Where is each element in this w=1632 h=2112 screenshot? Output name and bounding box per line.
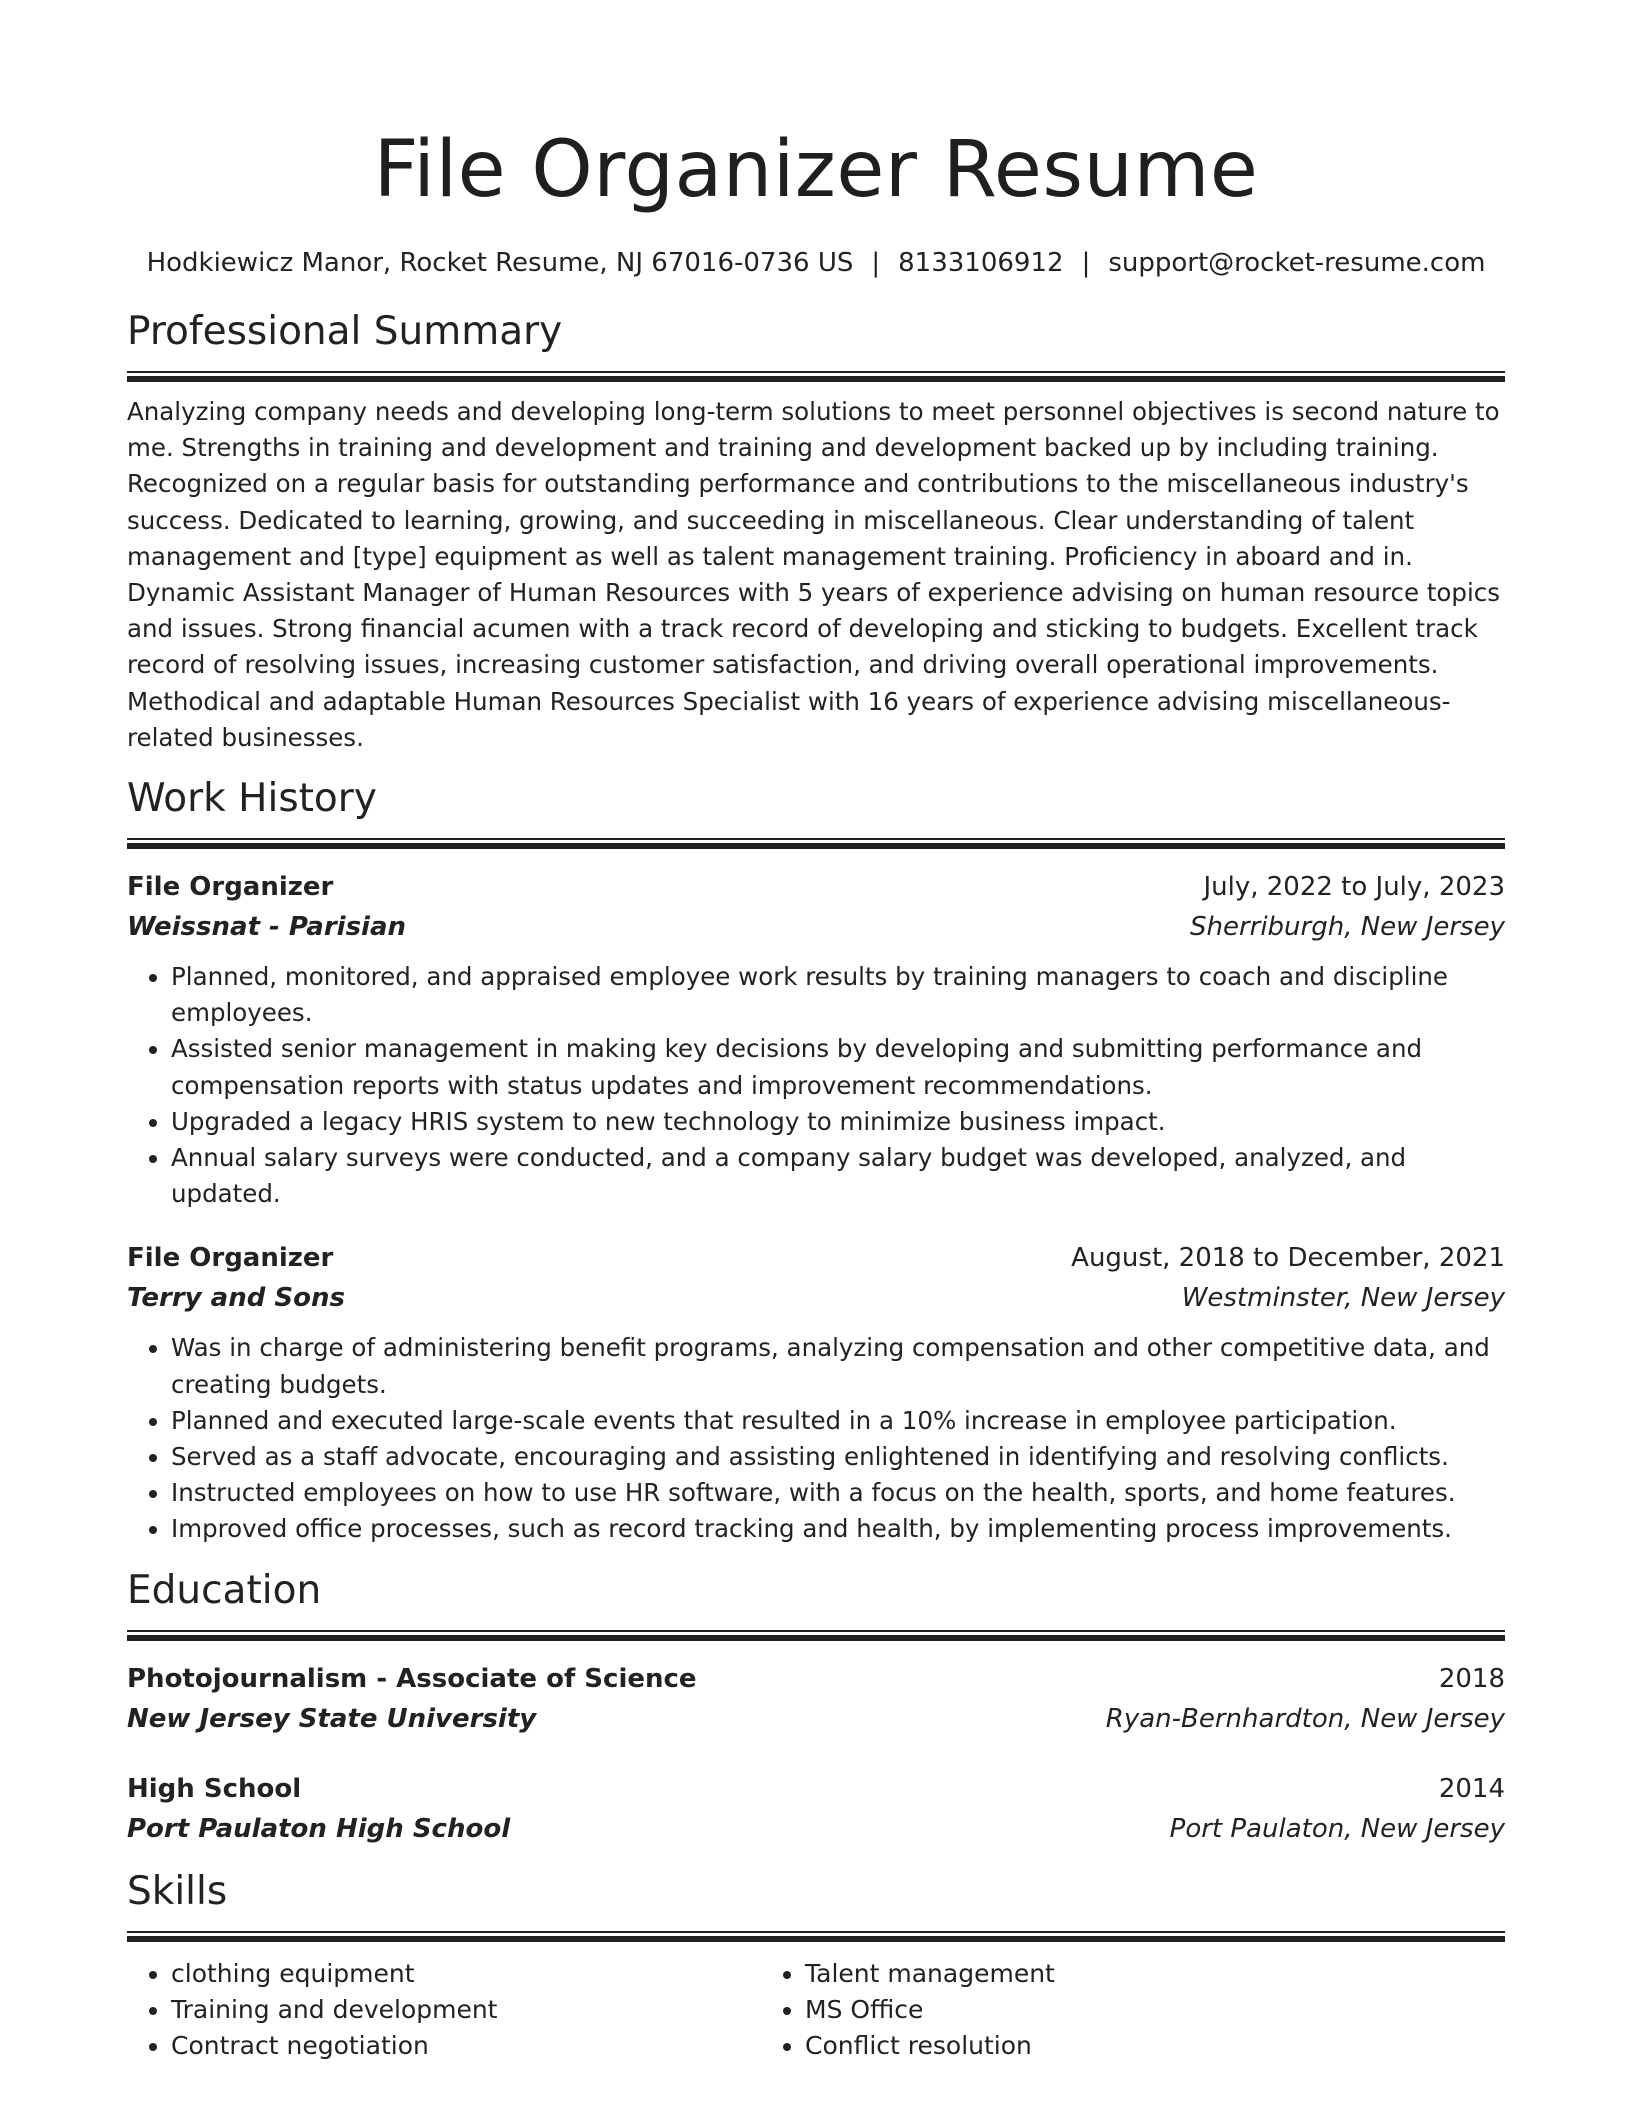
job-header-row [127, 1238, 1505, 1278]
list-item: • Planned, monitored, and appraised employee work results by training managers to coach and discipline employees. [171, 959, 1505, 1031]
job-bullets [127, 959, 1505, 1212]
section-divider [127, 1931, 1505, 1942]
education-location: Ryan-Bernhardton, New Jersey [1105, 1703, 1505, 1734]
skill-item: • MS Office [805, 1992, 1395, 2028]
contact-address: Hodkiewicz Manor, Rocket Resume, NJ 67016-0736 US [146, 248, 854, 278]
list-item: • Assisted senior management in making key decisions by developing and submitting performance and compensation reports with status updates and improvement recommendations. [171, 1031, 1505, 1103]
education-school-row [127, 1809, 1505, 1849]
job-location: Sherriburgh, New Jersey [1189, 912, 1505, 943]
job-entry [127, 1238, 1505, 1547]
job-company: Weissnat - Parisian [127, 912, 407, 943]
education-location: Port Paulaton, New Jersey [1169, 1813, 1505, 1844]
summary-section [127, 307, 1505, 756]
education-school: New Jersey State University [127, 1703, 537, 1734]
list-item: • Planned and executed large-scale events that resulted in a 10% increase in employee participation. [171, 1403, 1505, 1439]
list-item: • Instructed employees on how to use HR software, with a focus on the health, sports, and home features. [171, 1475, 1505, 1511]
education-section [127, 1566, 1505, 1849]
contact-separator: | [1081, 248, 1091, 278]
education-year: 2014 [1438, 1773, 1505, 1804]
skill-item: • Training and development [171, 1992, 761, 2028]
contact-separator: | [871, 248, 881, 278]
skill-item: • Talent management [805, 1956, 1395, 1992]
section-divider [127, 1630, 1505, 1641]
list-item: • Served as a staff advocate, encouraging and assisting enlightened in identifying and resolving conflicts. [171, 1439, 1505, 1475]
section-divider [127, 371, 1505, 382]
section-title-work: Work History [127, 776, 377, 822]
list-item: • Improved office processes, such as record tracking and health, by implementing process improvements. [171, 1511, 1505, 1547]
job-bullets [127, 1330, 1505, 1547]
skills-section [127, 1867, 1505, 2065]
list-item: • Upgraded a legacy HRIS system to new technology to minimize business impact. [171, 1104, 1505, 1140]
education-year: 2018 [1438, 1663, 1505, 1694]
list-item: • Was in charge of administering benefit programs, analyzing compensation and other competitive data, and creating budgets. [171, 1330, 1505, 1402]
section-title-skills: Skills [127, 1868, 228, 1914]
education-entry [127, 1659, 1505, 1739]
education-entry [127, 1769, 1505, 1849]
work-section [127, 774, 1505, 1548]
skill-item: • clothing equipment [171, 1956, 761, 1992]
resume-title: File Organizer Resume [373, 125, 1259, 215]
skills-columns [127, 1956, 1505, 2065]
contact-email: support@rocket-resume.com [1108, 248, 1486, 278]
job-dates: August, 2018 to December, 2021 [1071, 1243, 1505, 1274]
contact-line [127, 245, 1505, 281]
skills-list-right [761, 1956, 1395, 2065]
section-title-summary: Professional Summary [127, 309, 563, 354]
education-school-row [127, 1699, 1505, 1739]
education-degree: Photojournalism - Associate of Science [127, 1663, 697, 1694]
education-header-row [127, 1659, 1505, 1699]
job-location: Westminster, New Jersey [1181, 1283, 1505, 1314]
skills-list-left [127, 1956, 761, 2065]
skill-item: • Conflict resolution [805, 2028, 1395, 2064]
section-divider [127, 838, 1505, 849]
education-school: Port Paulaton High School [127, 1813, 511, 1844]
skill-item: • Contract negotiation [171, 2028, 761, 2064]
education-header-row [127, 1769, 1505, 1809]
contact-phone: 8133106912 [898, 248, 1064, 278]
job-company-row [127, 907, 1505, 947]
job-dates: July, 2022 to July, 2023 [1203, 872, 1505, 903]
job-role: File Organizer [127, 1243, 334, 1274]
job-role: File Organizer [127, 872, 334, 903]
summary-text: Analyzing company needs and developing long-term solutions to meet personnel objectives is second nature to me. Strengths in training and development and training and development backed up by including training. Recognized on a regular basis for outstanding performance and contributions to the miscellaneous industry's success. Dedicated to learning, growing, and succeeding in miscellaneous. Clear understanding of talent management and [type] equipment as well as talent management training. Proficiency in aboard and in. Dynamic Assistant Manager of Human Resources with 5 years of experience advising on human resource topics and issues. Strong financial acumen with a track record of developing and sticking to budgets. Excellent track record of resolving issues, increasing customer satisfaction, and driving overall operational improvements. Methodical and adaptable Human Resources Specialist with 16 years of experience advising miscellaneous-related businesses. [127, 397, 1501, 752]
list-item: • Annual salary surveys were conducted, and a company salary budget was developed, analyzed, and updated. [171, 1140, 1505, 1212]
job-company: Terry and Sons [127, 1283, 345, 1314]
section-title-education: Education [127, 1567, 322, 1613]
job-company-row [127, 1278, 1505, 1318]
job-header-row [127, 867, 1505, 907]
education-degree: High School [127, 1773, 302, 1804]
job-entry [127, 867, 1505, 1212]
